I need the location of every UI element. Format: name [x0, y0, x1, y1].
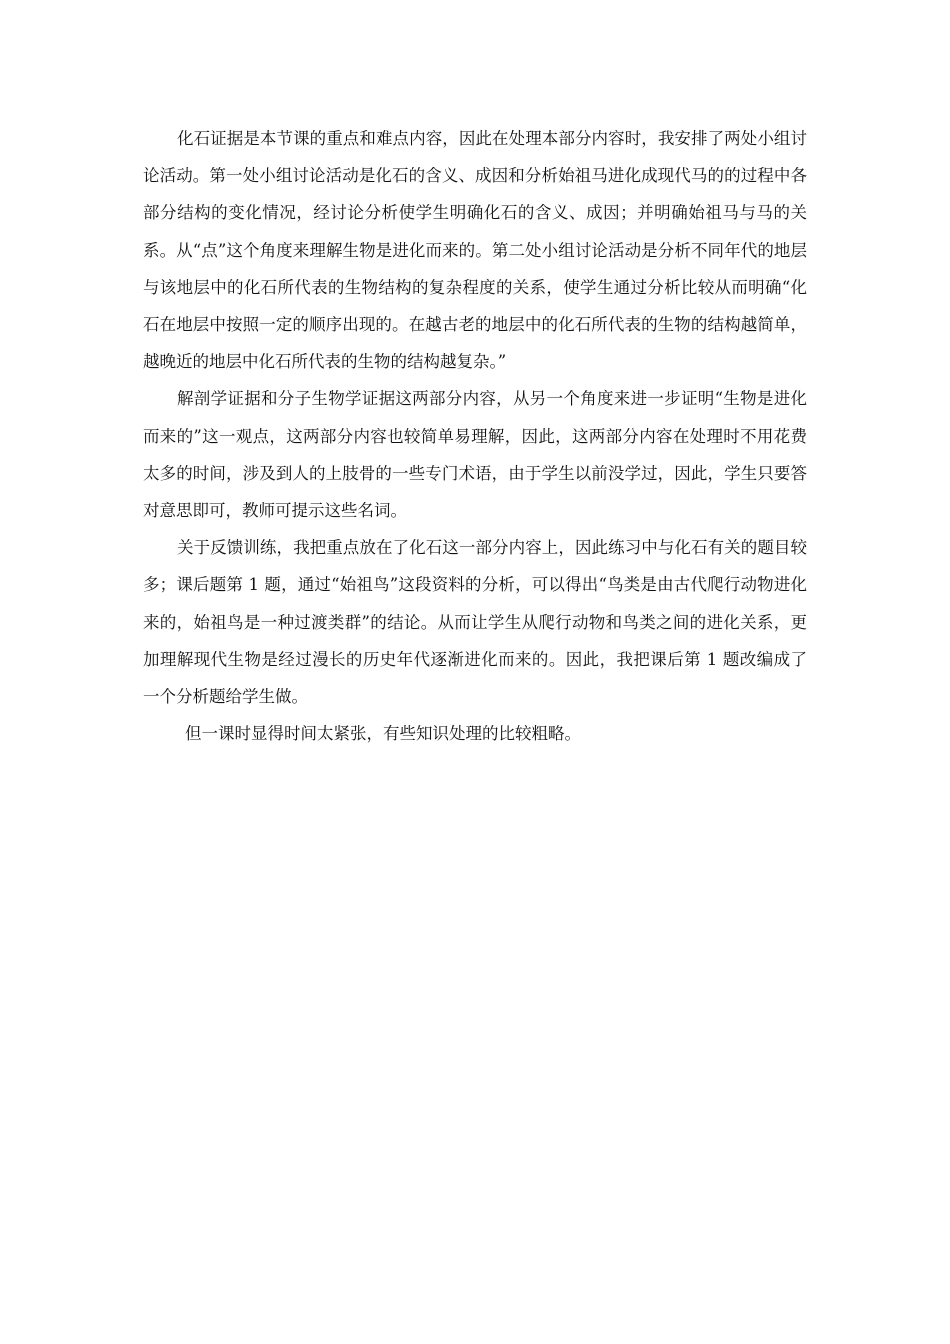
paragraph-anatomy-molecular-evidence: 解剖学证据和分子生物学证据这两部分内容，从另一个角度来进一步证明“生物是进化而来的”这一观点，这两部分内容也较简单易理解，因此，这两部分内容在处理时不用花费太多的时间，涉及到人的上肢骨的一些专门术语，由于学生以前没学过，因此，学生只要答对意思即可，教师可提示这些名词。	[143, 389, 807, 521]
document-body	[143, 120, 807, 752]
paragraph-time-note: 但一课时显得时间太紧张，有些知识处理的比较粗略。	[185, 724, 581, 744]
paragraph-feedback-training: 关于反馈训练，我把重点放在了化石这一部分内容上，因此练习中与化石有关的题目较多；课后题第 1 题，通过“始祖鸟”这段资料的分析，可以得出“鸟类是由古代爬行动物进化来的，始祖鸟是一种过渡类群”的结论。从而让学生从爬行动物和鸟类之间的进化关系，更加理解现代生物是经过漫长的历史年代逐渐进化而来的。因此，我把课后第 1 题改编成了一个分析题给学生做。	[143, 538, 807, 707]
paragraph-fossil-evidence: 化石证据是本节课的重点和难点内容，因此在处理本部分内容时，我安排了两处小组讨论活动。第一处小组讨论活动是化石的含义、成因和分析始祖马进化成现代马的的过程中各部分结构的变化情况，经讨论分析使学生明确化石的含义、成因；并明确始祖马与马的关系。从“点”这个角度来理解生物是进化而来的。第二处小组讨论活动是分析不同年代的地层与该地层中的化石所代表的生物结构的复杂程度的关系，使学生通过分析比较从而明确“化石在地层中按照一定的顺序出现的。在越古老的地层中的化石所代表的生物的结构越简单，越晚近的地层中化石所代表的生物的结构越复杂。”	[143, 129, 807, 372]
